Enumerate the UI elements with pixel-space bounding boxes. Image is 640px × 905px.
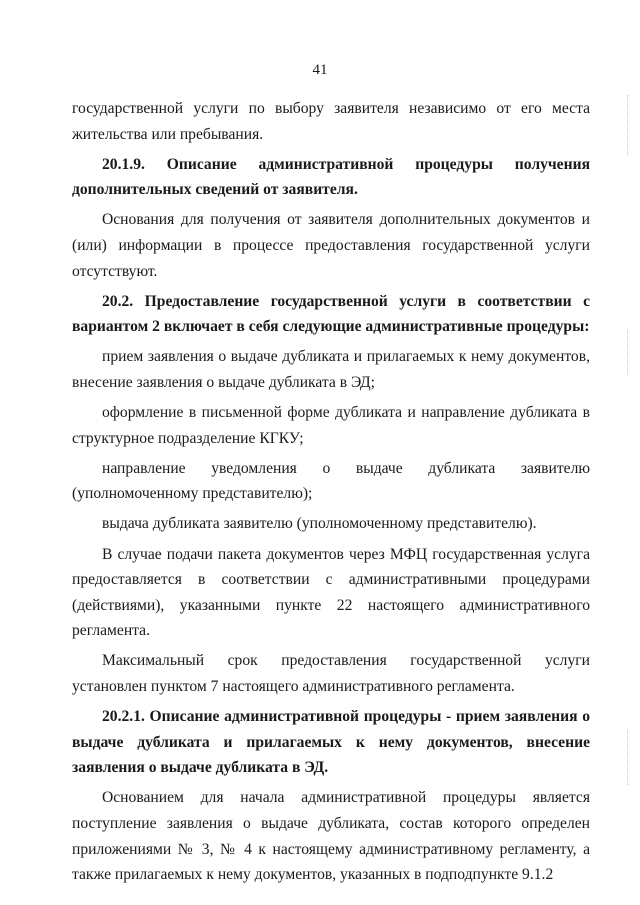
procedure-item-2: оформление в письменной форме дубликата и направление дубликата в структурное подразделение КГКУ; xyxy=(72,404,590,447)
paragraph-max-term: Максимальный срок предоставления государственной услуги установлен пунктом 7 настоящего административного регламента. xyxy=(72,652,590,695)
procedure-item-4: выдача дубликата заявителю (уполномоченному представителю). xyxy=(102,515,537,533)
procedure-item-1: прием заявления о выдаче дубликата и прилагаемых к нему документов, внесение заявления о выдаче дубликата в ЭД; xyxy=(72,348,590,391)
paragraph-basis: Основанием для начала административной процедуры является поступление заявления о выдаче дубликата, состав которого определен приложениями № 3, № 4 к настоящему административному регламенту, а также прилагаемых к нему документов, указанных в подподпункте 9.1.2 xyxy=(72,789,590,884)
scan-margin-mark xyxy=(627,730,630,785)
heading-20-2-1: 20.2.1. Описание административной процедуры - прием заявления о выдаче дубликата и прилагаемых к нему документов, внесение заявления о выдаче дубликата в ЭД. xyxy=(72,708,590,777)
paragraph-grounds: Основания для получения от заявителя дополнительных документов и (или) информации в процессе предоставления государственной услуги отсутствуют. xyxy=(72,211,590,280)
paragraph-mfc: В случае подачи пакета документов через МФЦ государственная услуга предоставляется в соответствии с административными процедурами (действиями), указанными пункте 22 настоящего административного регламента. xyxy=(72,545,590,640)
procedure-item-3: направление уведомления о выдаче дубликата заявителю (уполномоченному представителю); xyxy=(72,459,590,503)
scan-margin-mark xyxy=(627,330,630,375)
heading-20-2: 20.2. Предоставление государственной услуги в соответствии с вариантом 2 включает в себя следующие административные процедуры: xyxy=(72,292,590,336)
page-number: 41 xyxy=(312,62,328,78)
scan-margin-mark xyxy=(627,95,630,155)
heading-20-1-9: 20.1.9. Описание административной процедуры получения дополнительных сведений от заявителя. xyxy=(72,155,590,199)
document-body xyxy=(72,96,590,892)
paragraph-continuation: государственной услуги по выбору заявителя независимо от его места жительства или пребывания. xyxy=(72,100,590,143)
